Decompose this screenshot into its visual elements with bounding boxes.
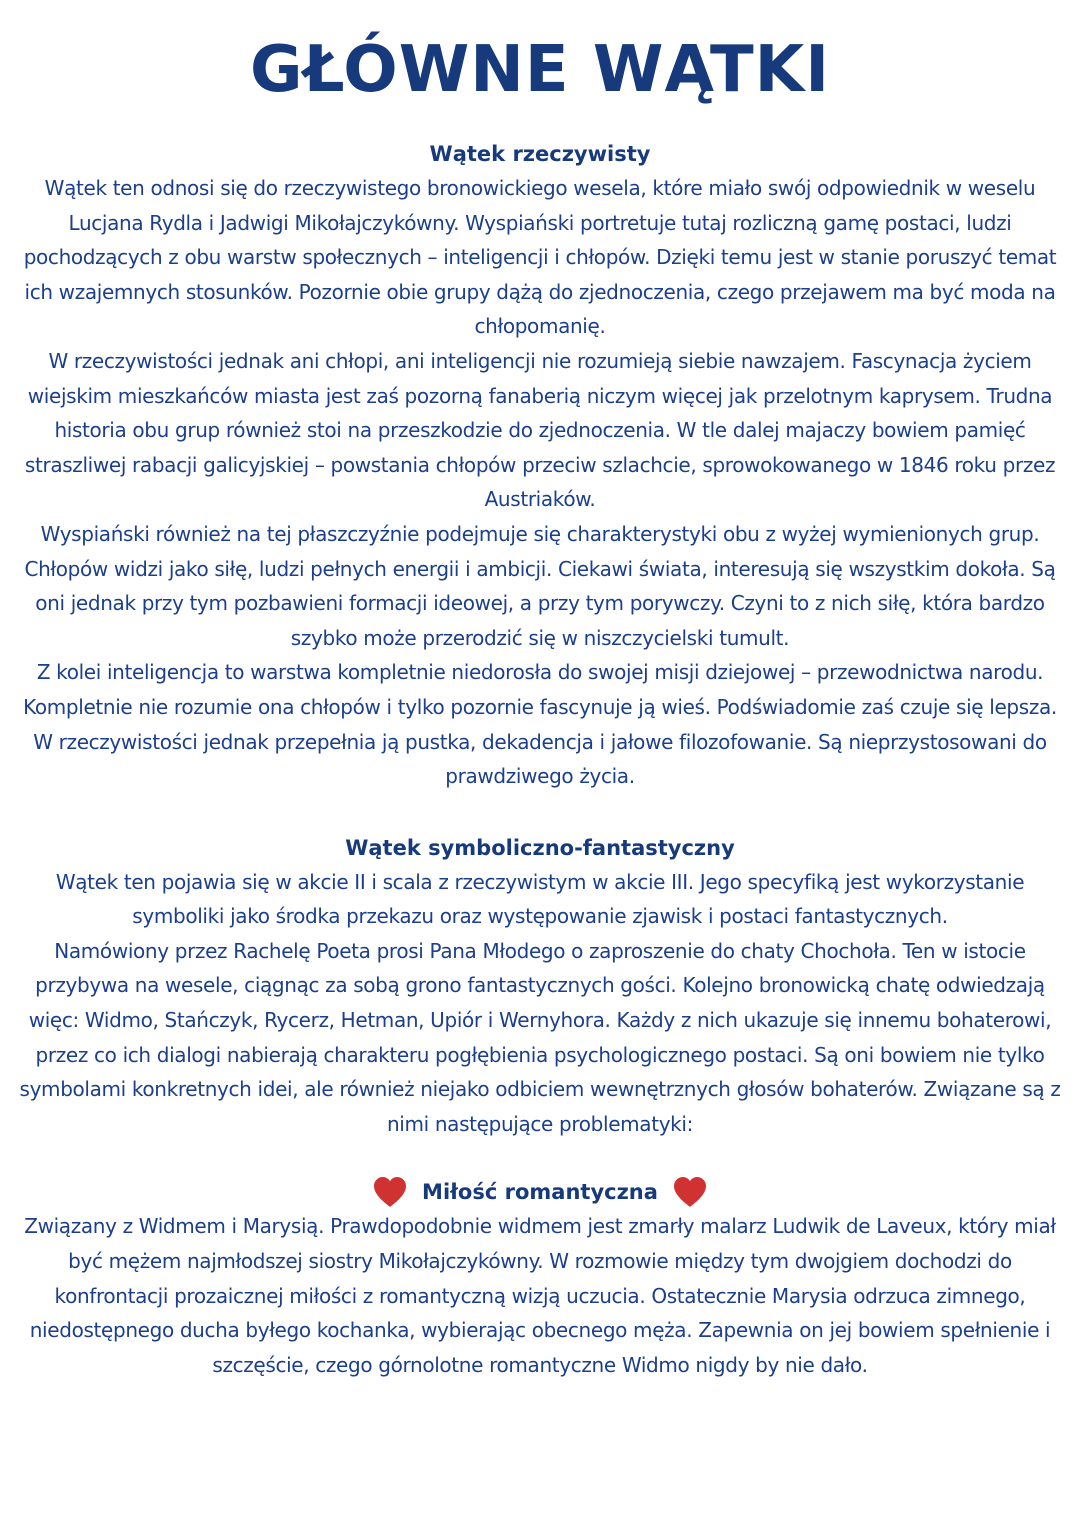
paragraph: Wątek ten odnosi się do rzeczywistego bronowickiego wesela, które miało swój odpowiednik w weselu Lucjana Rydla i Jadwigi Mikołajczykówny. Wyspiański portretuje tutaj rozliczną gamę postaci, ludzi pochodzących z obu warstw społecznych – inteligencji i chłopów. Dzięki temu jest w stanie poruszyć temat ich wzajemnych stosunków. Pozornie obie grupy dążą do zjednoczenia, czego przejawem ma być moda na chłopomanię. — [23, 176, 1057, 339]
heart-icon — [672, 1176, 708, 1208]
section-heading-love: Miłość romantyczna — [422, 1180, 658, 1205]
paragraph: Wątek ten pojawia się w akcie II i scala z rzeczywistym w akcie III. Jego specyfiką jest wykorzystanie symboliki jako środka przekazu oraz występowanie zjawisk i postaci fantastycznych. — [55, 869, 1025, 929]
section-real-thread — [14, 137, 1066, 794]
paragraph: Związany z Widmem i Marysią. Prawdopodobnie widmem jest zmarły malarz Ludwik de Laveux, który miał być mężem najmłodszej siostry Mikołajczykówny. W rozmowie między tym dwojgiem dochodzi do konfrontacji prozaicznej miłości z romantyczną wizją uczucia. Ostatecznie Marysia odrzuca zimnego, niedostępnego ducha byłego kochanka, wybierając obecnego męża. Zapewnia on jej bowiem spełnienie i szczęście, czego górnolotne romantyczne Widmo nigdy by nie dało. — [24, 1214, 1056, 1377]
page-title: GŁÓWNE WĄTKI — [249, 33, 831, 107]
love-heading-row — [14, 1175, 1066, 1209]
paragraph: Z kolei inteligencja to warstwa kompletnie niedorosła do swojej misji dziejowej – przewodnictwa narodu. Kompletnie nie rozumie ona chłopów i tylko pozornie fascynuje ją wieś. Podświadomie zaś czuje się lepsza. W rzeczywistości jednak przepełnia ją pustka, dekadencja i jałowe filozofowanie. Są nieprzystosowani do prawdziwego życia. — [23, 660, 1057, 789]
paragraph: Namówiony przez Rachelę Poeta prosi Pana Młodego o zaproszenie do chaty Chochoła. Ten w istocie przybywa na wesele, ciągnąc za sobą grono fantastycznych gości. Kolejno bronowicką chatę odwiedzają więc: Widmo, Stańczyk, Rycerz, Hetman, Upiór i Wernyhora. Każdy z nich ukazuje się innemu bohaterowi, przez co ich dialogi nabierają charakteru pogłębienia psychologicznego postaci. Są oni bowiem nie tylko symbolami konkretnych idei, ale również niejako odbiciem wewnętrznych głosów bohaterów. Związane są z nimi następujące problematyki: — [19, 938, 1061, 1136]
paragraph: Wyspiański również na tej płaszczyźnie podejmuje się charakterystyki obu z wyżej wymienionych grup. Chłopów widzi jako siłę, ludzi pełnych energii i ambicji. Ciekawi świata, interesują się wszystkim dokoła. Są oni jednak przy tym pozbawieni formacji ideowej, a przy tym porywczy. Czyni to z nich siłę, która bardzo szybko może przerodzić się w niszczycielski tumult. — [24, 521, 1056, 650]
section-heading-symbolic: Wątek symboliczno-fantastyczny — [345, 835, 735, 860]
section-romantic-love — [14, 1175, 1066, 1382]
section-heading-real: Wątek rzeczywisty — [429, 142, 651, 166]
heart-icon — [372, 1176, 408, 1208]
section-symbolic-thread — [14, 831, 1066, 1142]
paragraph: W rzeczywistości jednak ani chłopi, ani inteligencji nie rozumieją siebie nawzajem. Fascynacja życiem wiejskim mieszkańców miasta jest zaś pozorną fanaberią niczym więcej jak przelotnym kaprysem. Trudna historia obu grup również stoi na przeszkodzie do zjednoczenia. W tle dalej majaczy bowiem pamięć straszliwej rabacji galicyjskiej – powstania chłopów przeciw szlachcie, sprowokowanego w 1846 roku przez Austriaków. — [24, 348, 1056, 512]
